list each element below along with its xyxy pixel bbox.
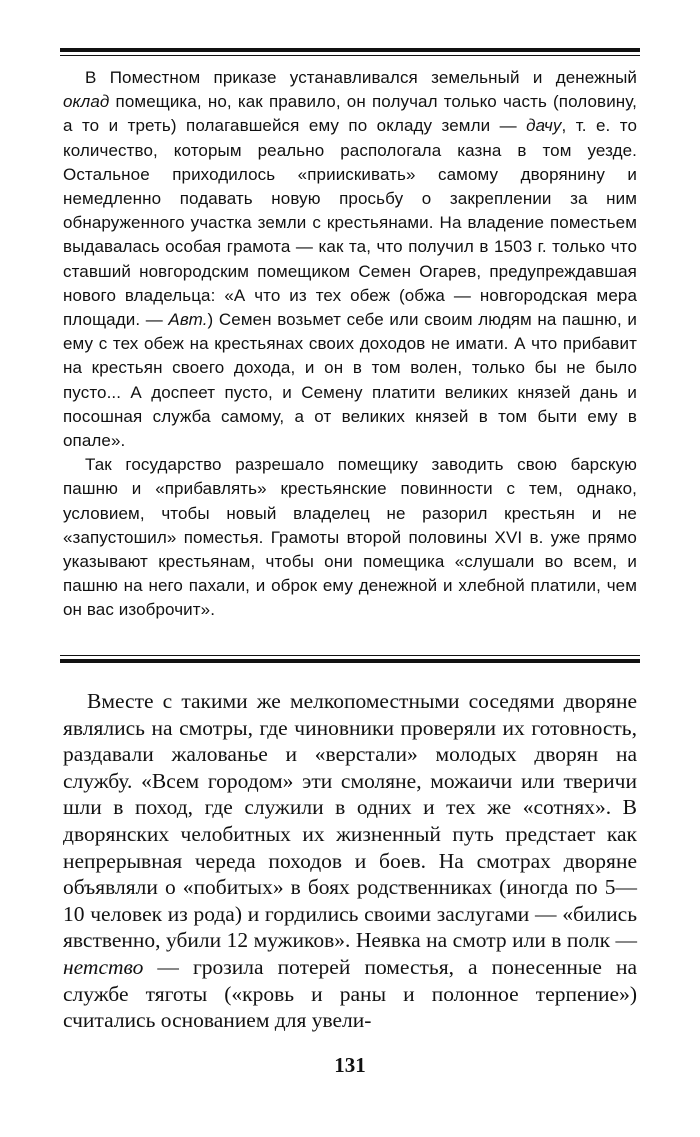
rule-thick-line	[60, 48, 640, 52]
sidebar-paragraph-1	[63, 66, 637, 453]
text-run: — грозила потерей поместья, а понесенные на службе тяготы («кровь и раны и полонное терпение») считались основанием для увели-	[63, 954, 637, 1033]
text-run: Вместе с такими же мелкопоместными соседями дворяне являлись на смотры, где чиновники проверяли их готовность, раздавали жалованье и «верстали» молодых дворян на службу. «Всем городом» эти смоляне, можаичи или тверичи шли в поход, где служили в одних и тех же «сотнях». В дворянских челобитных их жизненный путь предстает как непрерывная череда походов и боев. На смотрах дворяне объявляли о «побитых» в боях родственниках (иногда по 5—10 человек из рода) и гордились своими заслугами — «бились явственно, убили 12 мужиков». Неявка на смотр или в полк —	[63, 689, 637, 953]
text-run: Так государство разрешало помещику заводить свою барскую пашню и «прибавлять» крестьянские повинности с тем, однако, условием, чтобы новый владелец не разорил крестьян и не «запустошил» поместья. Грамоты второй половины XVI в. уже прямо указывают крестьянам, чтобы они помещика «слушали во всем, и пашню на него пахали, и оброк ему денежной и хлебной платили, чем он вас изоброчит».	[63, 455, 637, 620]
rule-thick-line	[60, 659, 640, 663]
text-run: , т. е. то количество, которым реально распологала казна в том уезде. Остальное приходилось «приискивать» самому дворянину и немедленно подавать новую просьбу о закреплении за ним обнаруженного участка земли с крестьянами. На владение поместьем выдавалась особая грамота — как та, что получил в 1503 г. только что ставший новгородским помещиком Семен Огарев, предупреждавшая нового владельца: «А что из тех обеж (обжа — новгородская мера площади. —	[63, 116, 637, 330]
sidebar-box-text	[63, 66, 637, 623]
top-double-rule	[60, 48, 640, 56]
text-run: помещика, но, как правило, он получал только часть (половину, а то и треть) полагавшейся ему по окладу земли —	[63, 92, 637, 136]
main-paragraph-1	[63, 688, 637, 1034]
text-run: В Поместном приказе устанавливался земельный и денежный	[85, 68, 637, 87]
italic-term: Авт.	[168, 310, 208, 330]
italic-term: дачу	[526, 116, 562, 136]
rule-thin-line	[60, 655, 640, 656]
italic-term: оклад	[63, 92, 110, 112]
page-number: 131	[334, 1053, 366, 1077]
sidebar-paragraph-2	[63, 453, 637, 622]
bottom-double-rule	[60, 655, 640, 663]
main-body-text	[63, 688, 637, 1034]
text-run: ) Семен возьмет себе или своим людям на пашню, и ему с тех обеж на крестьянах своих доходов не имати. А что прибавит на крестьян своего дохода, и он в том волен, только бы не было пусто... А доспеет пусто, и Семену платити великих князей дань и посошная служба самому, а от великих князей в том быти ему в опале».	[63, 310, 637, 451]
rule-thin-line	[60, 55, 640, 56]
italic-term: нетство	[63, 954, 144, 979]
